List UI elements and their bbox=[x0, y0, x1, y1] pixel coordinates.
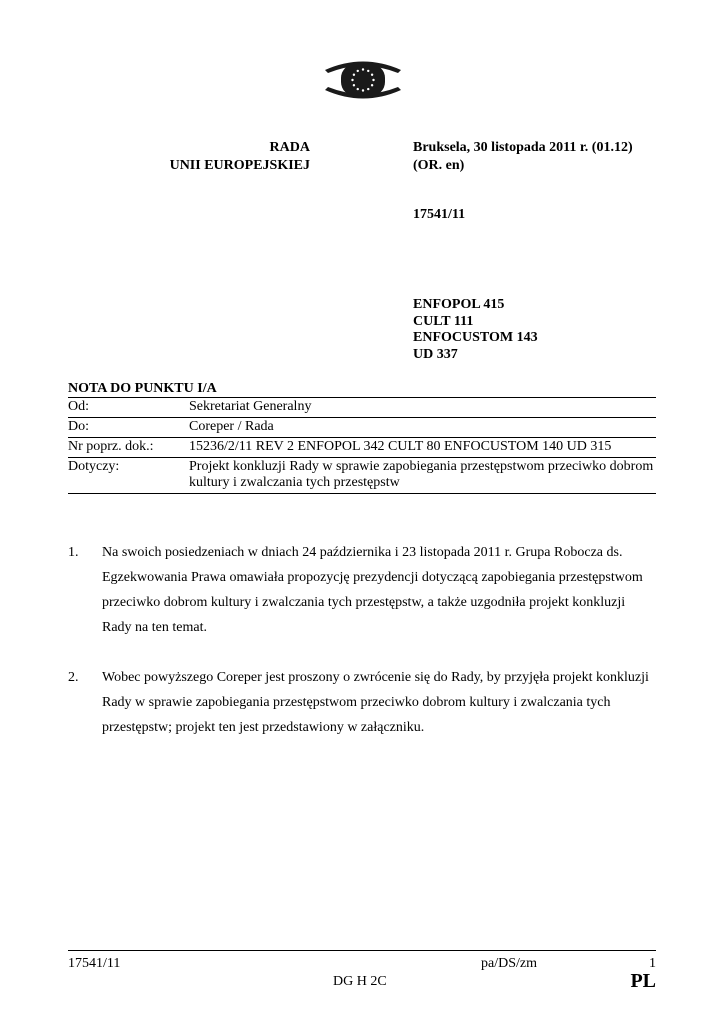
footer-divider bbox=[68, 950, 656, 951]
council-line-1: RADA bbox=[269, 140, 310, 155]
code-item: UD 337 bbox=[413, 346, 458, 362]
document-number: 17541/11 bbox=[413, 207, 466, 222]
meta-label: Od: bbox=[68, 399, 89, 414]
code-item: CULT 111 bbox=[413, 313, 474, 329]
paragraph-number: 1. bbox=[68, 545, 79, 560]
meta-label: Dotyczy: bbox=[68, 459, 120, 474]
meta-row-prev-doc bbox=[68, 437, 656, 457]
meta-row-subject bbox=[68, 457, 656, 493]
council-line-2: UNII EUROPEJSKIEJ bbox=[169, 158, 310, 173]
paragraph-text: Na swoich posiedzeniach w dniach 24 października i 23 listopada 2011 r. Grupa Robocza ds. Egzekwowania Prawa omawiała propozycję prezydencji dotyczącą zapobiegania przestępstwom przeciwko dobrom kultury i zwalczania tych przestępstw, a także uzgodniła projekt konkluzji Rady na ten temat. bbox=[102, 545, 643, 635]
eu-council-logo bbox=[319, 57, 407, 103]
place-date-line-2: (OR. en) bbox=[413, 158, 465, 173]
paragraph-text: Wobec powyższego Coreper jest proszony o zwrócenie się do Rady, by przyjęła projekt konkluzji Rady w sprawie zapobiegania przestępstwom przeciwko dobrom kultury i zwalczania tych przestępstw; projekt ten jest przedstawiony w załączniku. bbox=[102, 670, 649, 735]
classification-codes bbox=[413, 297, 538, 363]
meta-row-from bbox=[68, 398, 656, 417]
star-icon bbox=[362, 89, 364, 91]
council-name bbox=[130, 139, 310, 175]
star-icon bbox=[353, 84, 355, 86]
footer-doc-number: 17541/11 bbox=[68, 956, 121, 971]
star-icon bbox=[353, 74, 355, 76]
paragraph-2 bbox=[68, 665, 658, 740]
star-icon bbox=[367, 88, 369, 90]
footer-page-number: 1 bbox=[649, 956, 656, 971]
star-icon bbox=[357, 70, 359, 72]
star-icon bbox=[351, 79, 353, 81]
meta-value: Sekretariat Generalny bbox=[189, 399, 312, 414]
place-date-line-1: Bruksela, 30 listopada 2011 r. (01.12) bbox=[413, 140, 633, 155]
meta-label: Nr poprz. dok.: bbox=[68, 439, 154, 454]
star-icon bbox=[362, 68, 364, 70]
meta-label: Do: bbox=[68, 419, 89, 434]
footer-language: PL bbox=[630, 970, 656, 992]
meta-value: Coreper / Rada bbox=[189, 419, 274, 434]
star-icon bbox=[367, 70, 369, 72]
star-icon bbox=[372, 79, 374, 81]
star-icon bbox=[371, 84, 373, 86]
meta-value: 15236/2/11 REV 2 ENFOPOL 342 CULT 80 ENFOCUSTOM 140 UD 315 bbox=[189, 439, 612, 454]
star-icon bbox=[357, 88, 359, 90]
note-title: NOTA DO PUNKTU I/A bbox=[68, 381, 217, 396]
paragraph-1 bbox=[68, 540, 658, 640]
paragraph-number: 2. bbox=[68, 670, 79, 685]
place-date bbox=[413, 139, 673, 175]
code-item: ENFOCUSTOM 143 bbox=[413, 330, 538, 345]
code-item: ENFOPOL 415 bbox=[413, 297, 505, 312]
meta-value: Projekt konkluzji Rady w sprawie zapobiegania przestępstwom przeciwko dobrom kultury i zwalczania tych przestępstw bbox=[189, 459, 654, 490]
star-icon bbox=[371, 74, 373, 76]
footer-initials: pa/DS/zm bbox=[481, 956, 537, 971]
meta-row-to bbox=[68, 417, 656, 437]
metadata-table bbox=[68, 397, 656, 494]
footer-dg: DG H 2C bbox=[333, 974, 387, 989]
